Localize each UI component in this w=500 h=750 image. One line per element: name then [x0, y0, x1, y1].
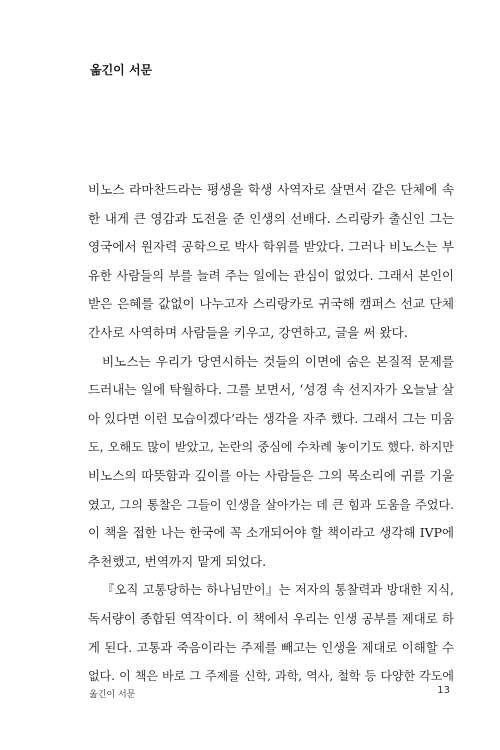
- text-line: 간사로 사역하며 사람들을 키우고, 강연하고, 글을 써 왔다.: [88, 324, 408, 340]
- text-line: 이 책을 접한 나는 한국에 꼭 소개되어야 할 책이라고 생각해 IVP에: [88, 525, 454, 541]
- text-line: 였고, 그의 통찰은 그들이 인생을 살아가는 데 큰 힘과 도움을 주었다.: [88, 497, 454, 512]
- running-footer-title: 옮긴이 서문: [89, 690, 136, 700]
- paragraph-2: [88, 348, 454, 577]
- page-number: 13: [437, 685, 450, 696]
- text-line: 받은 은혜를 값없이 나누고자 스리랑카로 귀국해 캠퍼스 선교 단체: [88, 296, 454, 312]
- text-line: 아 있다면 이런 모습이겠다’라는 생각을 자주 했다. 그래서 그는 미움: [88, 411, 454, 426]
- text-line: 비노스는 우리가 당연시하는 것들의 이면에 숨은 본질적 문제를: [102, 353, 454, 369]
- text-line: 드러내는 일에 탁월하다. 그를 보면서, ‘성경 속 선지자가 오늘날 살: [88, 382, 454, 398]
- text-line: 비노스 라마찬드라는 평생을 학생 사역자로 살면서 같은 단체에 속: [88, 182, 454, 197]
- text-line: 『오직 고통당하는 하나님만이』는 저자의 통찰력과 방대한 지식,: [102, 583, 454, 598]
- text-line: 한 내게 큰 영감과 도전을 준 인생의 선배다. 스리랑카 출신인 그는: [88, 210, 454, 226]
- paragraph-1: [88, 176, 454, 348]
- text-line: 게 된다. 고통과 죽음이라는 주제를 빼고는 인생을 제대로 이해할 수: [88, 640, 454, 655]
- text-line: 추천했고, 번역까지 맡게 되었다.: [88, 553, 267, 569]
- text-line: 유한 사람들의 부를 늘려 주는 일에는 관심이 없었다. 그래서 본인이: [88, 268, 454, 283]
- text-line: 독서량이 종합된 역작이다. 이 책에서 우리는 인생 공부를 제대로 하: [88, 611, 454, 626]
- body-text: [88, 176, 454, 691]
- text-line: 없다. 이 책은 바로 그 주제를 신학, 과학, 역사, 철학 등 다양한 각도에: [88, 669, 454, 684]
- paragraph-3: [88, 576, 454, 690]
- text-line: 도, 오해도 많이 받았고, 논란의 중심에 수차례 놓이기도 했다. 하지만: [88, 440, 454, 455]
- text-line: 영국에서 원자력 공학으로 박사 학위를 받았다. 그러나 비노스는 부: [88, 239, 454, 255]
- text-line: 비노스의 따뜻함과 깊이를 아는 사람들은 그의 목소리에 귀를 기울: [88, 467, 454, 483]
- page-heading: 옮긴이 서문: [90, 63, 153, 77]
